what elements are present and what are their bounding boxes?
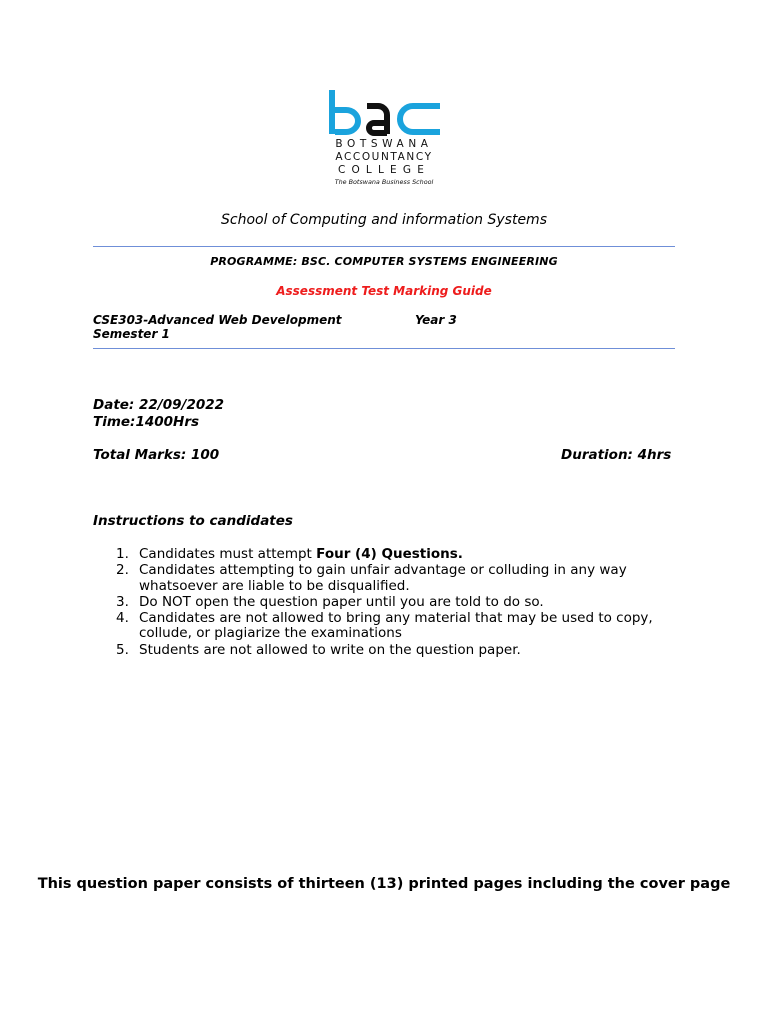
item-number: 2. xyxy=(116,562,129,579)
school-name: School of Computing and information Systems xyxy=(221,212,547,228)
logo-line-3: COLLEGE xyxy=(337,164,431,176)
list-item xyxy=(93,547,693,562)
item-number: 1. xyxy=(116,546,129,562)
exam-date: Date: 22/09/2022 xyxy=(93,397,225,413)
college-logo xyxy=(318,88,450,190)
item-number: 3. xyxy=(116,593,129,610)
list-item xyxy=(93,595,693,610)
instructions-heading: Instructions to candidates xyxy=(93,513,293,529)
item-emphasis: Four (4) Questions. xyxy=(316,546,463,562)
page-count-note: This question paper consists of thirteen (13) printed pages including the cover page xyxy=(37,876,731,892)
item-text: Students are not allowed to write on the question paper. xyxy=(139,641,521,658)
marking-guide-title: Assessment Test Marking Guide xyxy=(276,284,492,298)
year-label: Year 3 xyxy=(415,313,457,327)
item-number: 5. xyxy=(116,641,129,658)
item-text: Candidates must attempt xyxy=(139,546,317,562)
item-text: Do NOT open the question paper until you are told to do so. xyxy=(139,593,544,610)
list-item xyxy=(93,563,693,594)
item-text: Candidates are not allowed to bring any material that may be used to copy, collude, or plagiarize the examinations xyxy=(139,610,653,642)
total-marks: Total Marks: 100 xyxy=(93,447,220,463)
bottom-divider xyxy=(93,348,675,349)
bac-logo-mark xyxy=(318,88,450,138)
item-number: 4. xyxy=(116,610,129,627)
top-divider xyxy=(93,246,675,247)
exam-time: Time:1400Hrs xyxy=(93,414,200,430)
item-text: Candidates attempting to gain unfair advantage or colluding in any way whatsoever are liable to be disqualified. xyxy=(139,562,627,594)
logo-line-2: ACCOUNTANCY xyxy=(335,151,433,163)
list-item xyxy=(93,643,693,658)
programme-title: PROGRAMME: BSC. COMPUTER SYSTEMS ENGINEERING xyxy=(210,255,558,268)
exam-duration: Duration: 4hrs xyxy=(561,447,672,463)
logo-line-1: BOTSWANA xyxy=(335,138,433,150)
logo-tagline: The Botswana Business School xyxy=(334,178,434,186)
instructions-list xyxy=(93,547,693,659)
list-item xyxy=(93,611,693,642)
semester-label: Semester 1 xyxy=(93,327,170,341)
course-title: CSE303-Advanced Web Development xyxy=(93,313,342,327)
